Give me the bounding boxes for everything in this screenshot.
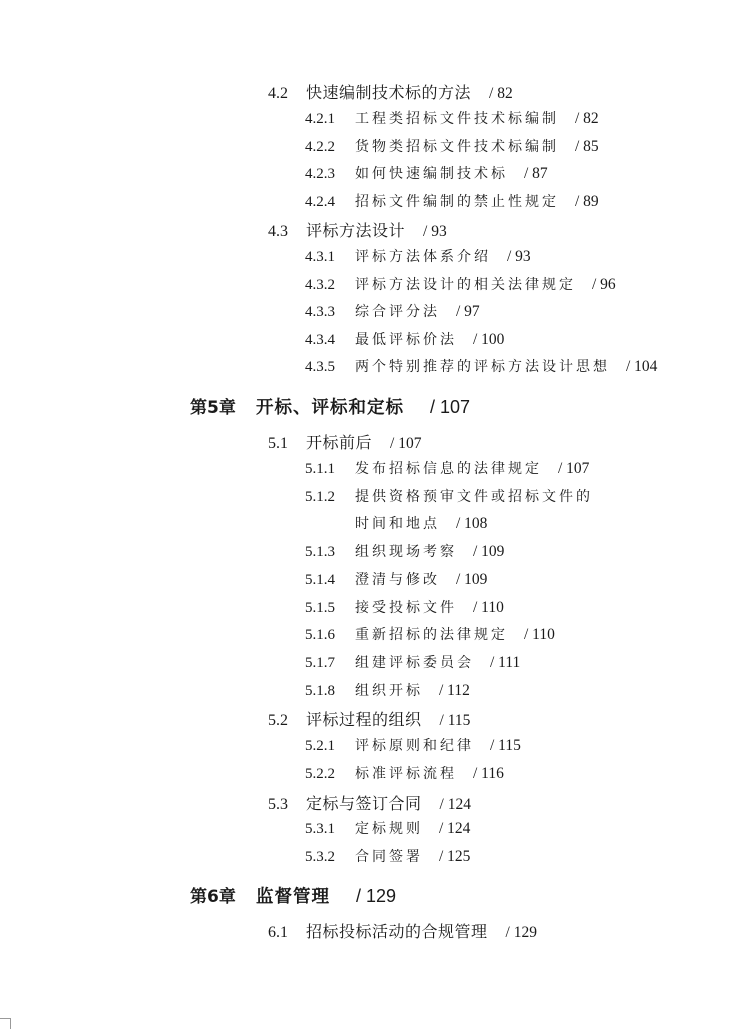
section-title: 招标文件编制的禁止性规定 <box>355 194 559 210</box>
page-number: / 115 <box>490 737 521 754</box>
chapter-number: 第5章 <box>190 398 236 418</box>
toc-entry <box>305 458 589 478</box>
section-title: 评标方法体系介绍 <box>355 249 491 265</box>
page-number: / 112 <box>439 682 470 699</box>
page-number: / 93 <box>507 248 531 265</box>
toc-entry <box>305 846 470 866</box>
section-title: 澄清与修改 <box>355 572 440 588</box>
section-number: 4.3.4 <box>305 332 335 348</box>
section-title: 时间和地点 <box>355 516 440 532</box>
toc-entry <box>305 301 480 321</box>
toc-entry <box>305 624 555 644</box>
section-number: 5.1.6 <box>305 627 335 643</box>
toc-entry <box>305 818 470 838</box>
section-number: 4.3.2 <box>305 277 335 293</box>
page-number: / 82 <box>575 110 599 127</box>
page-number: / 110 <box>524 626 555 643</box>
section-title: 接受投标文件 <box>355 600 457 616</box>
page-number: / 82 <box>489 85 513 102</box>
page-number: / 111 <box>490 654 521 671</box>
section-title: 合同签署 <box>355 849 423 865</box>
section-number: 5.1.5 <box>305 600 335 616</box>
section-title: 最低评标价法 <box>355 332 457 348</box>
toc-entry <box>305 569 487 589</box>
page-number: / 96 <box>592 276 616 293</box>
section-number: 4.2 <box>268 85 288 102</box>
toc-entry <box>268 430 421 453</box>
page-number: / 100 <box>473 331 505 348</box>
section-number: 5.1.3 <box>305 544 335 560</box>
chapter-title: 开标、评标和定标 <box>256 398 404 418</box>
section-title: 评标原则和纪律 <box>355 738 474 754</box>
toc-entry <box>305 597 504 617</box>
page-number: / 115 <box>439 712 471 729</box>
toc-entry <box>268 919 537 942</box>
page-number: / 124 <box>439 796 471 813</box>
section-title: 招标投标活动的合规管理 <box>306 922 488 941</box>
section-number: 4.3.3 <box>305 304 335 320</box>
crop-mark <box>0 1018 11 1029</box>
section-number: 5.3.2 <box>305 849 335 865</box>
section-title: 评标方法设计 <box>306 221 406 240</box>
section-title: 组织现场考察 <box>355 544 457 560</box>
section-number: 4.2.4 <box>305 194 335 210</box>
section-number: 5.1.8 <box>305 683 335 699</box>
page-number: / 109 <box>473 543 505 560</box>
toc-entry <box>305 735 521 755</box>
section-number: 5.1.7 <box>305 655 335 671</box>
section-number: 4.3 <box>268 223 288 240</box>
section-number: 4.2.2 <box>305 139 335 155</box>
section-title: 标准评标流程 <box>355 766 457 782</box>
toc-entry <box>268 80 513 103</box>
toc-entry-continuation <box>355 513 487 533</box>
section-number: 5.1.1 <box>305 461 335 477</box>
page-number: / 124 <box>439 820 471 837</box>
toc-entry <box>305 329 504 349</box>
toc-entry <box>268 791 471 814</box>
toc-entry <box>305 191 599 211</box>
toc-entry <box>305 163 548 183</box>
toc-entry <box>268 218 447 241</box>
chapter-heading <box>190 393 470 419</box>
page-number: / 85 <box>575 138 599 155</box>
section-title: 综合评分法 <box>355 304 440 320</box>
section-title: 工程类招标文件技术标编制 <box>355 111 559 127</box>
page-number: / 89 <box>575 193 599 210</box>
section-number: 6.1 <box>268 924 288 941</box>
section-number: 4.3.5 <box>305 359 335 375</box>
section-title: 开标前后 <box>306 433 373 452</box>
chapter-title: 监督管理 <box>256 887 330 907</box>
section-title: 如何快速编制技术标 <box>355 166 508 182</box>
toc-entry <box>305 541 504 561</box>
page-number: / 129 <box>505 924 537 941</box>
toc-entry <box>268 707 470 730</box>
toc-entry <box>305 652 520 672</box>
toc-entry <box>305 356 657 376</box>
page-number: / 129 <box>356 886 397 906</box>
section-title: 评标方法设计的相关法律规定 <box>355 277 576 293</box>
chapter-heading <box>190 882 396 908</box>
section-title: 定标与签订合同 <box>306 794 422 813</box>
section-title: 两个特别推荐的评标方法设计思想 <box>355 359 610 375</box>
section-title: 发布招标信息的法律规定 <box>355 461 542 477</box>
section-title: 提供资格预审文件或招标文件的 <box>355 489 593 505</box>
page-number: / 116 <box>473 765 504 782</box>
toc-entry <box>305 274 616 294</box>
toc-entry <box>305 486 593 506</box>
toc-entry <box>305 108 599 128</box>
section-title: 定标规则 <box>355 821 423 837</box>
section-number: 4.2.3 <box>305 166 335 182</box>
section-title: 评标过程的组织 <box>306 710 422 729</box>
section-number: 5.2.2 <box>305 766 335 782</box>
section-title: 组建评标委员会 <box>355 655 474 671</box>
page-number: / 93 <box>423 223 447 240</box>
section-number: 5.3 <box>268 796 288 813</box>
page-number: / 109 <box>456 571 488 588</box>
section-number: 5.2.1 <box>305 738 335 754</box>
page-number: / 110 <box>473 599 504 616</box>
page-number: / 108 <box>456 515 488 532</box>
toc-entry <box>305 680 470 700</box>
toc-entry <box>305 246 531 266</box>
section-number: 4.2.1 <box>305 111 335 127</box>
page-number: / 97 <box>456 303 480 320</box>
section-number: 5.1.4 <box>305 572 335 588</box>
page-number: / 107 <box>558 460 590 477</box>
section-title: 组织开标 <box>355 683 423 699</box>
section-number: 4.3.1 <box>305 249 335 265</box>
section-number: 5.3.1 <box>305 821 335 837</box>
page-number: / 104 <box>626 358 658 375</box>
section-title: 货物类招标文件技术标编制 <box>355 139 559 155</box>
toc-entry <box>305 763 504 783</box>
page-number: / 107 <box>430 397 471 417</box>
page-number: / 107 <box>390 435 422 452</box>
section-number: 5.1 <box>268 435 288 452</box>
page-number: / 125 <box>439 848 471 865</box>
chapter-number: 第6章 <box>190 887 236 907</box>
section-number: 5.2 <box>268 712 288 729</box>
page-number: / 87 <box>524 165 548 182</box>
section-title: 重新招标的法律规定 <box>355 627 508 643</box>
section-title: 快速编制技术标的方法 <box>306 83 472 102</box>
section-number: 5.1.2 <box>305 489 335 505</box>
toc-entry <box>305 136 599 156</box>
